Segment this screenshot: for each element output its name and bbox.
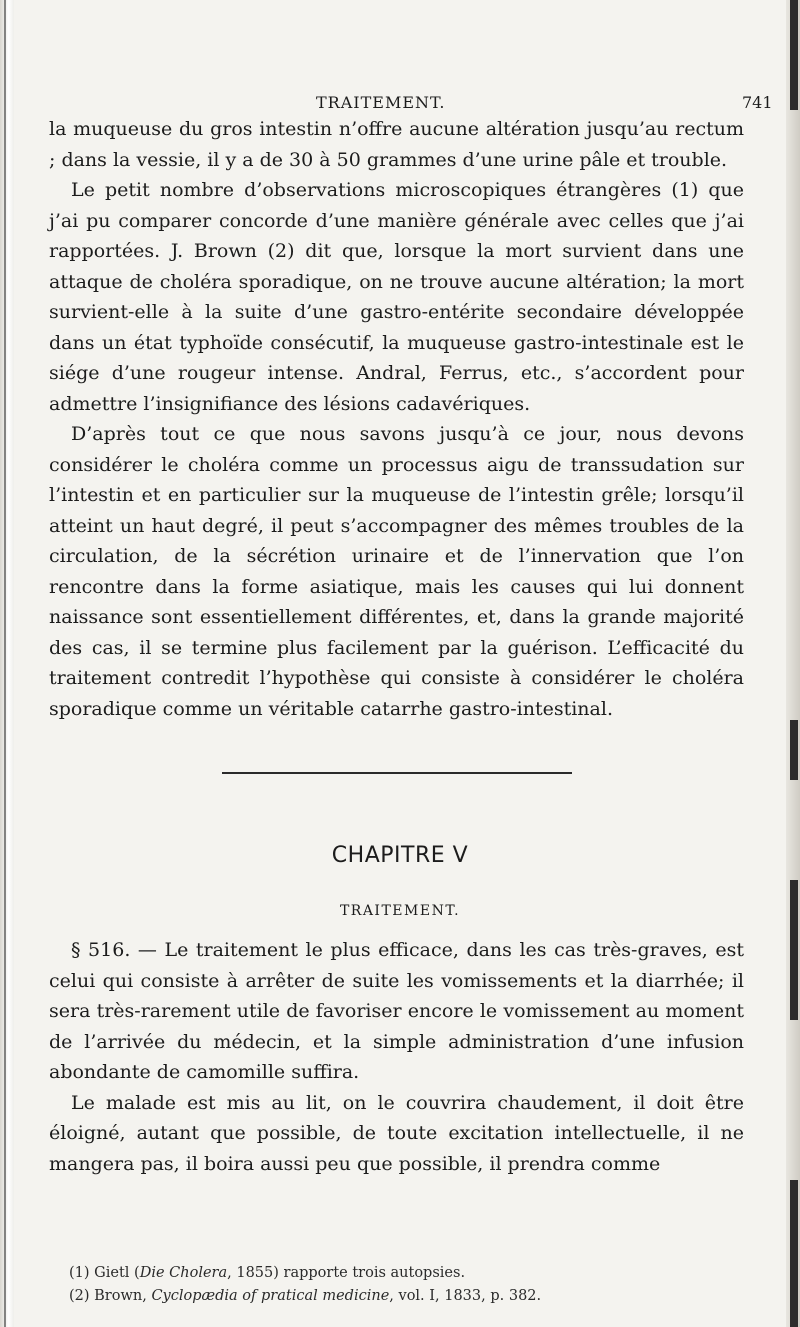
running-head-title: TRAITEMENT.: [316, 93, 446, 112]
page-right-edge: [786, 0, 800, 1327]
page-binding-edge: [0, 0, 14, 1327]
footnote-marker: (2): [69, 1288, 90, 1304]
footnotes: [69, 1262, 749, 1308]
footnote-1: [69, 1262, 749, 1285]
footnote-title: Die Cholera: [139, 1265, 228, 1281]
page-number: 741: [742, 93, 773, 112]
paragraph: Le petit nombre d’observations microscopiques étrangères (1) que j’ai pu comparer concorde d’une manière générale avec celles que j’ai rapportées. J. Brown (2) dit que, lorsque la mort survient dans une attaque de choléra sporadique, on ne trouve aucune altération; la mort survient-elle à la suite d’une gastro-entérite secondaire développée dans un état typhoïde consécutif, la muqueuse gastro-intestinale est le siége d’une rougeur intense. Andral, Ferrus, etc., s’accordent pour admettre l’insignifiance des lésions cadavériques.: [49, 179, 744, 415]
footnote-marker: (1): [69, 1265, 90, 1281]
footnote-author: Brown,: [94, 1288, 147, 1304]
paragraph: Le malade est mis au lit, on le couvrira chaudement, il doit être éloigné, autant que possible, de toute excitation intellectuelle, il ne mangera pas, il boira aussi peu que possible, il prendra comme: [49, 1091, 744, 1175]
paragraph: § 516. — Le traitement le plus efficace, dans les cas très-graves, est celui qui consiste à arrêter de suite les vomissements et la diarrhée; il sera très-rarement utile de favoriser encore le vomissement au moment de l’arrivée du médecin, et la simple administration d’une infusion abondante de camomille suffira.: [49, 939, 744, 1083]
footnote-2: [69, 1285, 749, 1308]
footnote-rest: , 1855) rapporte trois autopsies.: [227, 1265, 466, 1281]
paragraph: D’après tout ce que nous savons jusqu’à ce jour, nous devons considérer le choléra comme un processus aigu de transsudation sur l’intestin et en particulier sur la muqueuse de l’intestin grêle; lorsqu’il atteint un haut degré, il peut s’accompagner des mêmes troubles de la circulation, de la sécrétion urinaire et de l’innervation que l’on rencontre dans la forme asiatique, mais les causes qui lui donnent naissance sont essentiellement différentes, et, dans la grande majorité des cas, il se termine plus facilement par la guérison. L’efficacité du traitement contredit l’hypothèse qui consiste à considérer le choléra sporadique comme un véritable catarrhe gastro-intestinal.: [49, 423, 744, 720]
chapter-separator-rule: [222, 772, 572, 774]
footnote-title: Cyclopædia of pratical medicine: [151, 1288, 390, 1304]
footnote-author: Gietl: [94, 1265, 130, 1281]
text-block-chapter: [49, 935, 744, 1179]
section-heading: TRAITEMENT.: [339, 903, 461, 919]
text-block-before-chapter: [49, 114, 744, 724]
footnote-rest: , vol. I, 1833, p. 382.: [389, 1288, 542, 1304]
paragraph: la muqueuse du gros intestin n’offre aucune altération jusqu’au rectum ; dans la vessie, il y a de 30 à 50 grammes d’une urine pâle et trouble.: [49, 118, 744, 171]
footnote-paren: (: [134, 1265, 140, 1281]
book-page: [14, 0, 786, 1327]
chapter-title: CHAPITRE V: [331, 843, 469, 868]
